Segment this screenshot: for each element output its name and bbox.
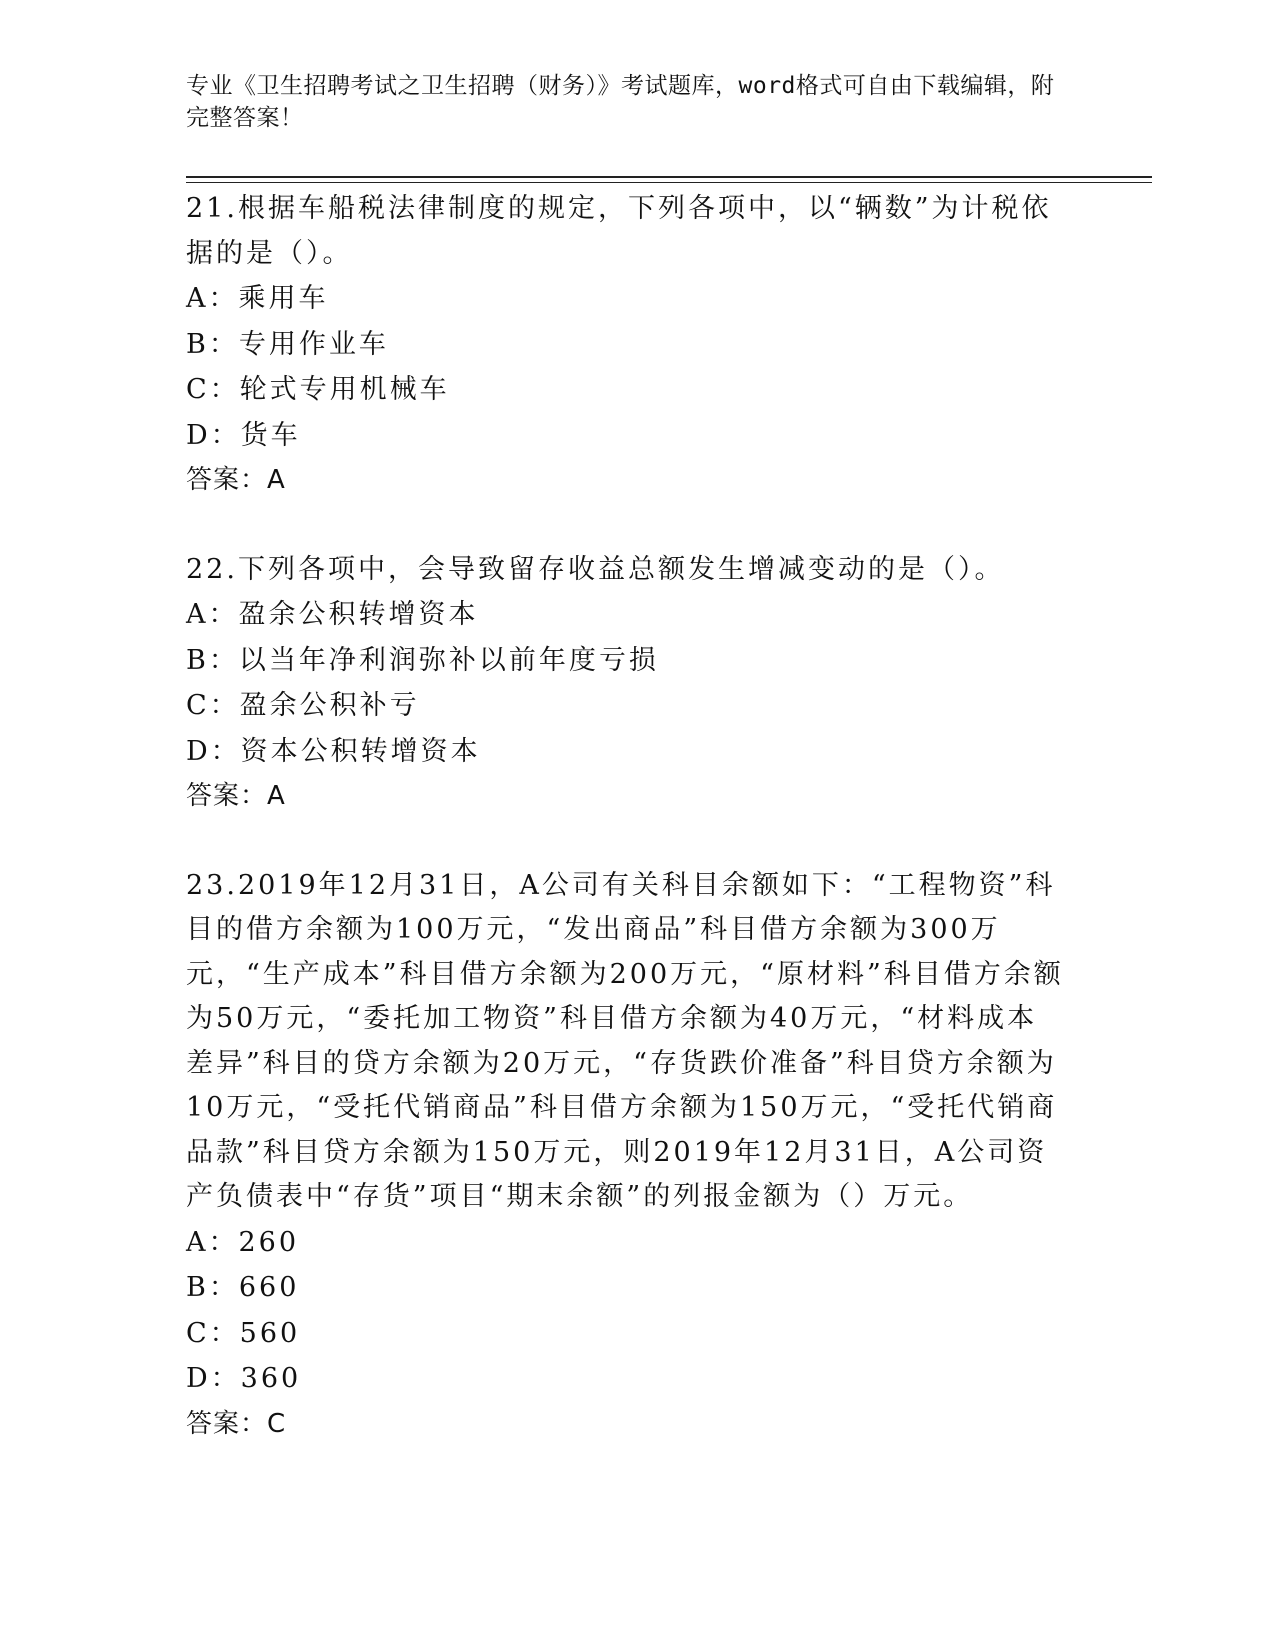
option-a: A：盈余公积转增资本 (186, 599, 479, 630)
question-stem: 22.下列各项中，会导致留存收益总额发生增减变动的是（）。 (186, 553, 1005, 585)
question-spacer (186, 820, 1066, 864)
option-b: B：专用作业车 (186, 328, 389, 360)
question-22 (186, 548, 1066, 820)
option-b: B：660 (186, 1272, 300, 1303)
header-divider-thin (186, 182, 1152, 183)
option-c: C：560 (186, 1317, 301, 1349)
answer: 答案：C (186, 1408, 287, 1439)
question-spacer (186, 504, 1066, 548)
option-a: A：乘用车 (186, 283, 329, 314)
option-a: A：260 (186, 1226, 300, 1258)
answer: 答案：A (186, 781, 286, 811)
question-21 (186, 187, 1066, 504)
question-list (186, 187, 1066, 1447)
option-d: D：360 (186, 1363, 302, 1394)
option-c: C：轮式专用机械车 (186, 374, 450, 405)
option-b: B：以当年净利润弥补以前年度亏损 (186, 644, 659, 676)
question-23 (186, 864, 1066, 1448)
question-stem: 21.根据车船税法律制度的规定，下列各项中，以“辆数”为计税依据的是（）。 (186, 193, 1052, 269)
answer: 答案：A (186, 465, 286, 495)
option-d: D：货车 (186, 419, 301, 451)
option-d: D：资本公积转增资本 (186, 735, 481, 767)
question-stem: 23.2019年12月31日，A公司有关科目余额如下：“工程物资”科目的借方余额为100万元，“发出商品”科目借方余额为300万元，“生产成本”科目借方余额为200万元，“原材料”科目借方余额为50万元，“委托加工物资”科目借方余额为40万元，“材料成本差异”科目的贷方余额为20万元，“存货跌价准备”科目贷方余额为10万元，“受托代销商品”科目借方余额为150万元，“受托代销商品款”科目贷方余额为150万元，则2019年12月31日，A公司资产负债表中“存货”项目“期末余额”的列报金额为（）万元。 (186, 869, 1064, 1212)
option-c: C：盈余公积补亏 (186, 690, 420, 721)
document-header: 专业《卫生招聘考试之卫生招聘（财务）》考试题库，word格式可自由下载编辑，附完整答案！ (186, 73, 1055, 131)
header-divider-thick (186, 176, 1152, 178)
